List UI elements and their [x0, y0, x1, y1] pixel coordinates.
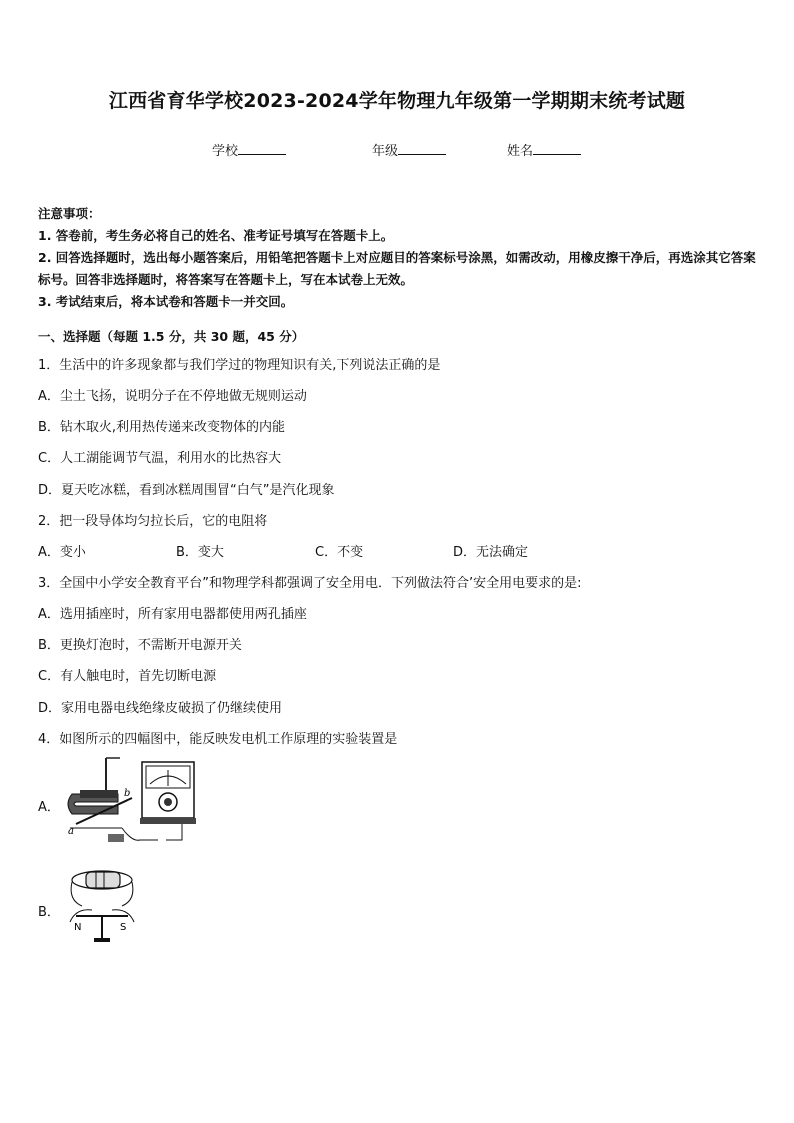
section-heading: 一、选择题（每题 1.5 分，共 30 题，45 分）	[38, 329, 305, 344]
name-blank	[533, 142, 581, 155]
grade-field	[372, 140, 446, 159]
note-item-3: 3. 考试结束后，将本试卷和答题卡一并交回。	[38, 294, 294, 309]
note-item-2: 2. 回答选择题时，选出每小题答案后，用铅笔把答题卡上对应题目的答案标号涂黑，如需改动，用橡皮擦干净后，再选涂其它答案标号。回答非选择题时，将答案写在答题卡上，写在本试卷上无效。	[38, 250, 756, 287]
q4-option-a-label: A．	[38, 800, 60, 815]
school-blank	[238, 142, 286, 155]
q2-option-d: D．无法确定	[453, 545, 529, 560]
notes-heading: 注意事项：	[38, 206, 101, 221]
q3-option-d: D．家用电器电线绝缘皮破损了仍继续使用	[38, 701, 283, 716]
fig-b-label-n: N	[74, 922, 82, 933]
fig-a-label-a: a	[68, 826, 74, 837]
q1-option-c: C．人工湖能调节气温，利用水的比热容大	[38, 451, 282, 466]
q4-stem: 4．如图所示的四幅图中，能反映发电机工作原理的实验装置是	[38, 732, 398, 747]
name-field	[507, 140, 581, 159]
q2-stem: 2．把一段导体均匀拉长后，它的电阻将	[38, 514, 268, 529]
grade-label: 年级	[372, 144, 399, 159]
q1-option-b: B．钻木取火,利用热传递来改变物体的内能	[38, 420, 286, 435]
q4-option-b-label: B．	[38, 905, 60, 920]
q1-option-d: D．夏天吃冰糕，看到冰糕周围冒“白气”是汽化现象	[38, 483, 335, 498]
q4-figure-b	[62, 864, 142, 950]
exam-title: 江西省育华学校2023-2024学年物理九年级第一学期期末统考试题	[108, 90, 686, 112]
q3-option-b: B．更换灯泡时，不需断开电源开关	[38, 638, 242, 653]
q3-stem: 3．全国中小学安全教育平台”和物理学科都强调了安全用电．下列做法符合’安全用电要求的是:	[38, 576, 582, 591]
q3-option-c: C．有人触电时，首先切断电源	[38, 669, 217, 684]
school-label: 学校	[212, 144, 239, 159]
fig-a-label-b: b	[124, 788, 131, 799]
q2-option-b: B．变大	[176, 545, 224, 560]
notes-block	[38, 203, 760, 313]
name-label: 姓名	[507, 144, 534, 159]
q1-stem: 1．生活中的许多现象都与我们学过的物理知识有关,下列说法正确的是	[38, 358, 441, 373]
note-item-1: 1. 答卷前，考生务必将自己的姓名、准考证号填写在答题卡上。	[38, 228, 394, 243]
q1-option-a: A．尘土飞扬，说明分子在不停地做无规则运动	[38, 389, 307, 404]
grade-blank	[398, 142, 446, 155]
q2-option-c: C．不变	[315, 545, 364, 560]
q3-option-a: A．选用插座时，所有家用电器都使用两孔插座	[38, 607, 307, 622]
q2-option-a: A．变小	[38, 545, 86, 560]
school-field	[212, 140, 286, 159]
fig-b-label-s: S	[120, 922, 127, 933]
q4-figure-a	[62, 756, 200, 854]
